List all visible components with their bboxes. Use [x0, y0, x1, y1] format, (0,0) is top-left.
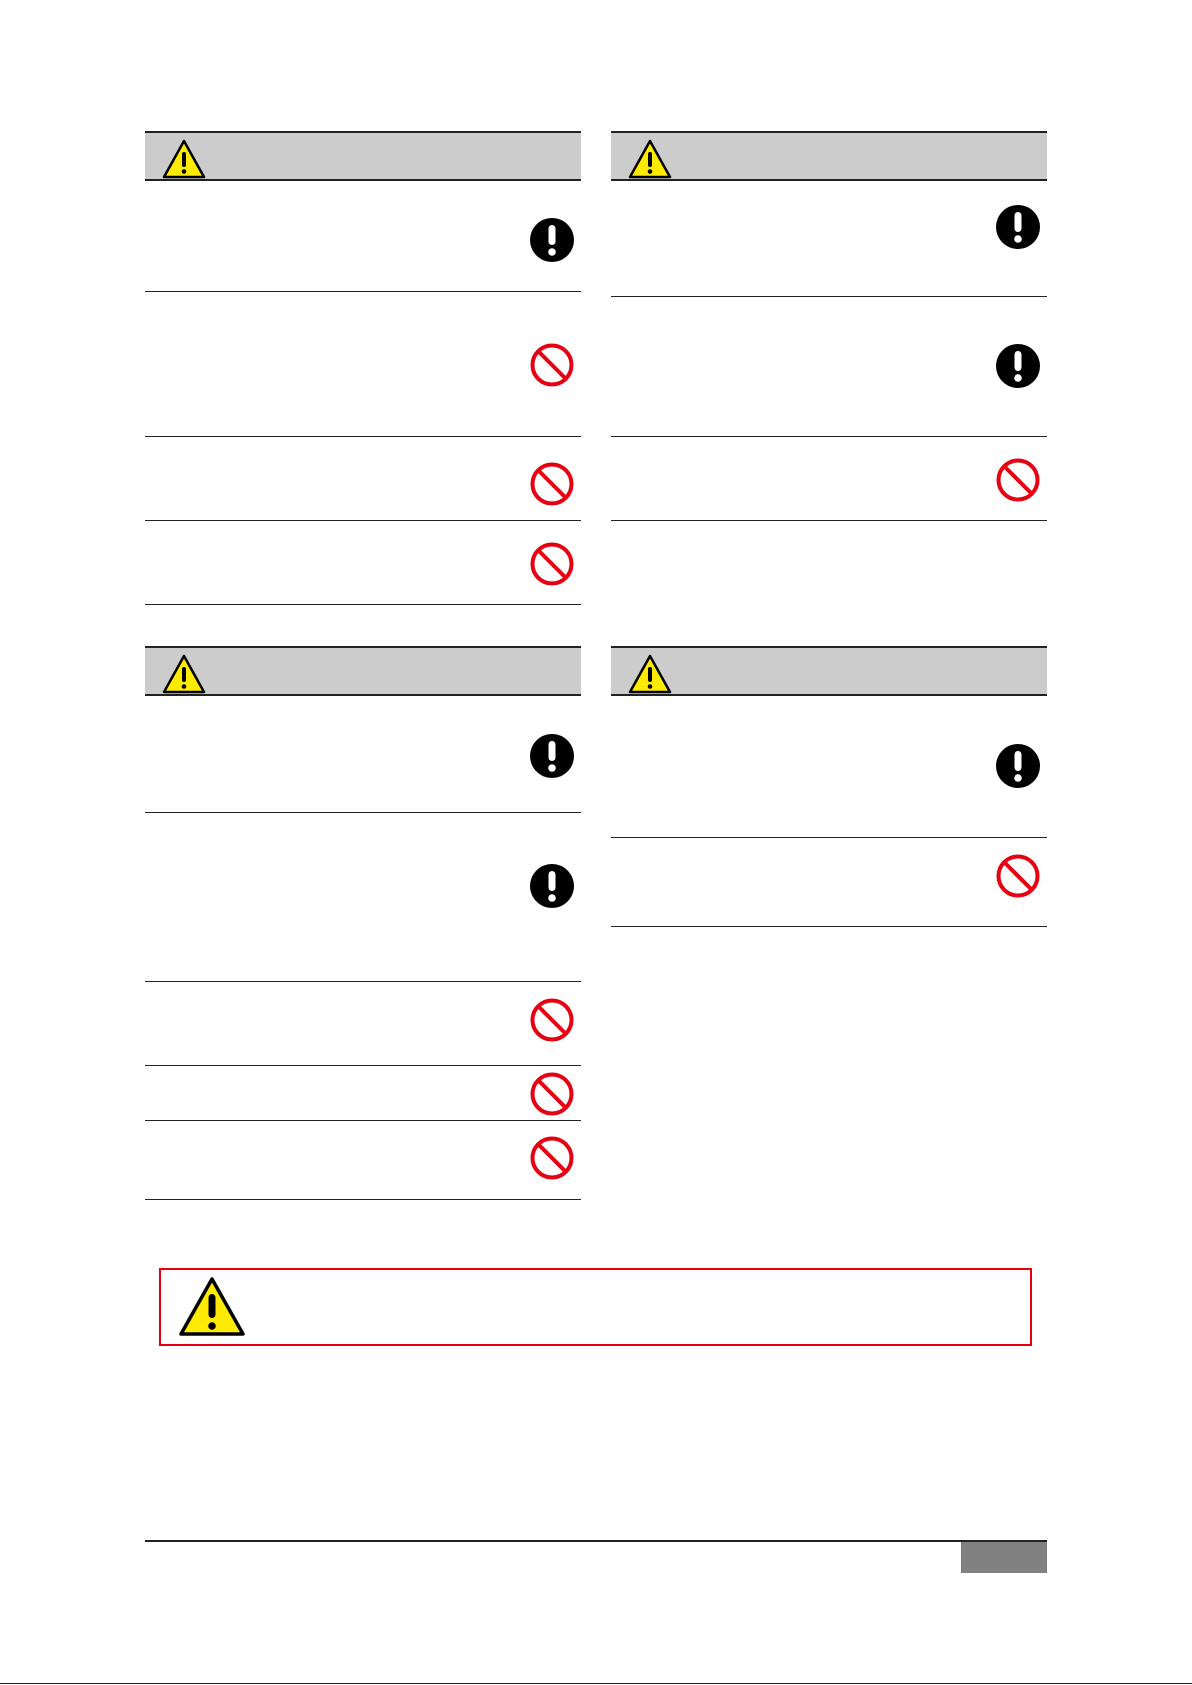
warning-triangle-icon [161, 653, 207, 695]
prohibition-icon [529, 997, 575, 1043]
safety-panel-top-right [611, 131, 1047, 523]
safety-panel-bottom-right [611, 646, 1047, 929]
footer-rule [145, 1540, 1047, 1542]
safety-panel-top-left [145, 131, 581, 607]
page-edge-rule [0, 1683, 1192, 1684]
prohibition-icon [995, 853, 1041, 899]
warning-triangle-icon [161, 138, 207, 180]
safety-item [145, 437, 581, 521]
prohibition-icon [529, 541, 575, 587]
mandatory-icon [529, 733, 575, 779]
safety-item [145, 292, 581, 437]
prohibition-icon [529, 1071, 575, 1117]
warning-triangle-icon [627, 653, 673, 695]
warning-triangle-icon [177, 1276, 247, 1338]
safety-item [611, 696, 1047, 838]
safety-item [611, 181, 1047, 297]
panel-header [145, 646, 581, 696]
safety-item [145, 181, 581, 292]
warning-triangle-icon [627, 138, 673, 180]
panel-header [611, 131, 1047, 181]
safety-item [145, 696, 581, 813]
mandatory-icon [995, 343, 1041, 389]
panel-header [611, 646, 1047, 696]
safety-item [145, 1121, 581, 1200]
safety-item [611, 437, 1047, 521]
safety-item [145, 1066, 581, 1121]
mandatory-icon [529, 217, 575, 263]
safety-item [145, 521, 581, 605]
safety-item [611, 297, 1047, 437]
page-number-tab [961, 1542, 1047, 1573]
prohibition-icon [995, 457, 1041, 503]
safety-item [611, 838, 1047, 927]
mandatory-icon [529, 863, 575, 909]
panel-header [145, 131, 581, 181]
prohibition-icon [529, 1135, 575, 1181]
mandatory-icon [995, 204, 1041, 250]
safety-item [145, 982, 581, 1066]
caution-banner [159, 1268, 1032, 1346]
prohibition-icon [529, 342, 575, 388]
safety-panel-bottom-left [145, 646, 581, 1202]
safety-item [145, 813, 581, 982]
mandatory-icon [995, 743, 1041, 789]
prohibition-icon [529, 461, 575, 507]
